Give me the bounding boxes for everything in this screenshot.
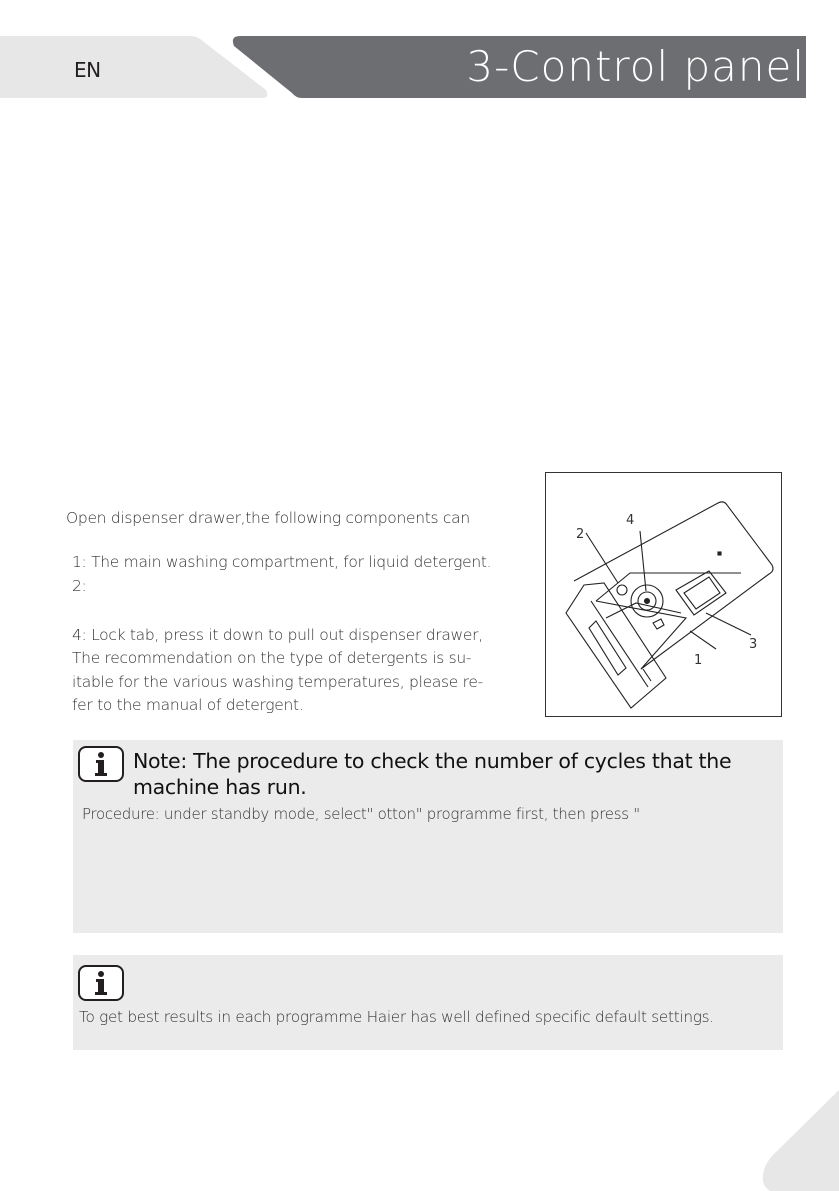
recommendation-line: itable for the various washing temperatures, please re- xyxy=(72,673,483,691)
note-heading: machine has run. xyxy=(133,775,307,799)
dispenser-item-2: 2: xyxy=(72,577,87,595)
dispenser-intro: Open dispenser drawer,the following components can xyxy=(66,509,470,527)
info-icon xyxy=(78,965,124,1001)
figure-label-3: 3 xyxy=(749,637,758,652)
note-heading: Note: The procedure to check the number of cycles that the xyxy=(133,749,732,773)
info-icon xyxy=(78,746,124,782)
figure-label-1: 1 xyxy=(694,653,703,668)
dispenser-item-1: 1: The main washing compartment, for liquid detergent. xyxy=(72,553,492,571)
recommendation-line: fer to the manual of detergent. xyxy=(72,696,304,714)
language-label: EN xyxy=(74,58,101,82)
figure-label-4: 4 xyxy=(626,513,635,528)
dispenser-drawer-figure xyxy=(545,472,782,717)
recommendation-line: The recommendation on the type of detergents is su- xyxy=(72,649,472,667)
figure-label-2: 2 xyxy=(576,527,585,542)
page-corner-tab xyxy=(760,1090,839,1191)
cycle-count-note xyxy=(73,740,783,933)
page-title: 3-Control panel xyxy=(466,42,805,91)
note-text: To get best results in each programme Haier has well defined specific default settings. xyxy=(79,1008,714,1026)
default-settings-note xyxy=(73,955,783,1050)
note-procedure-text: Procedure: under standby mode, select" otton" programme first, then press " xyxy=(82,805,640,823)
dispenser-item-4: 4: Lock tab, press it down to pull out dispenser drawer, xyxy=(72,626,483,644)
